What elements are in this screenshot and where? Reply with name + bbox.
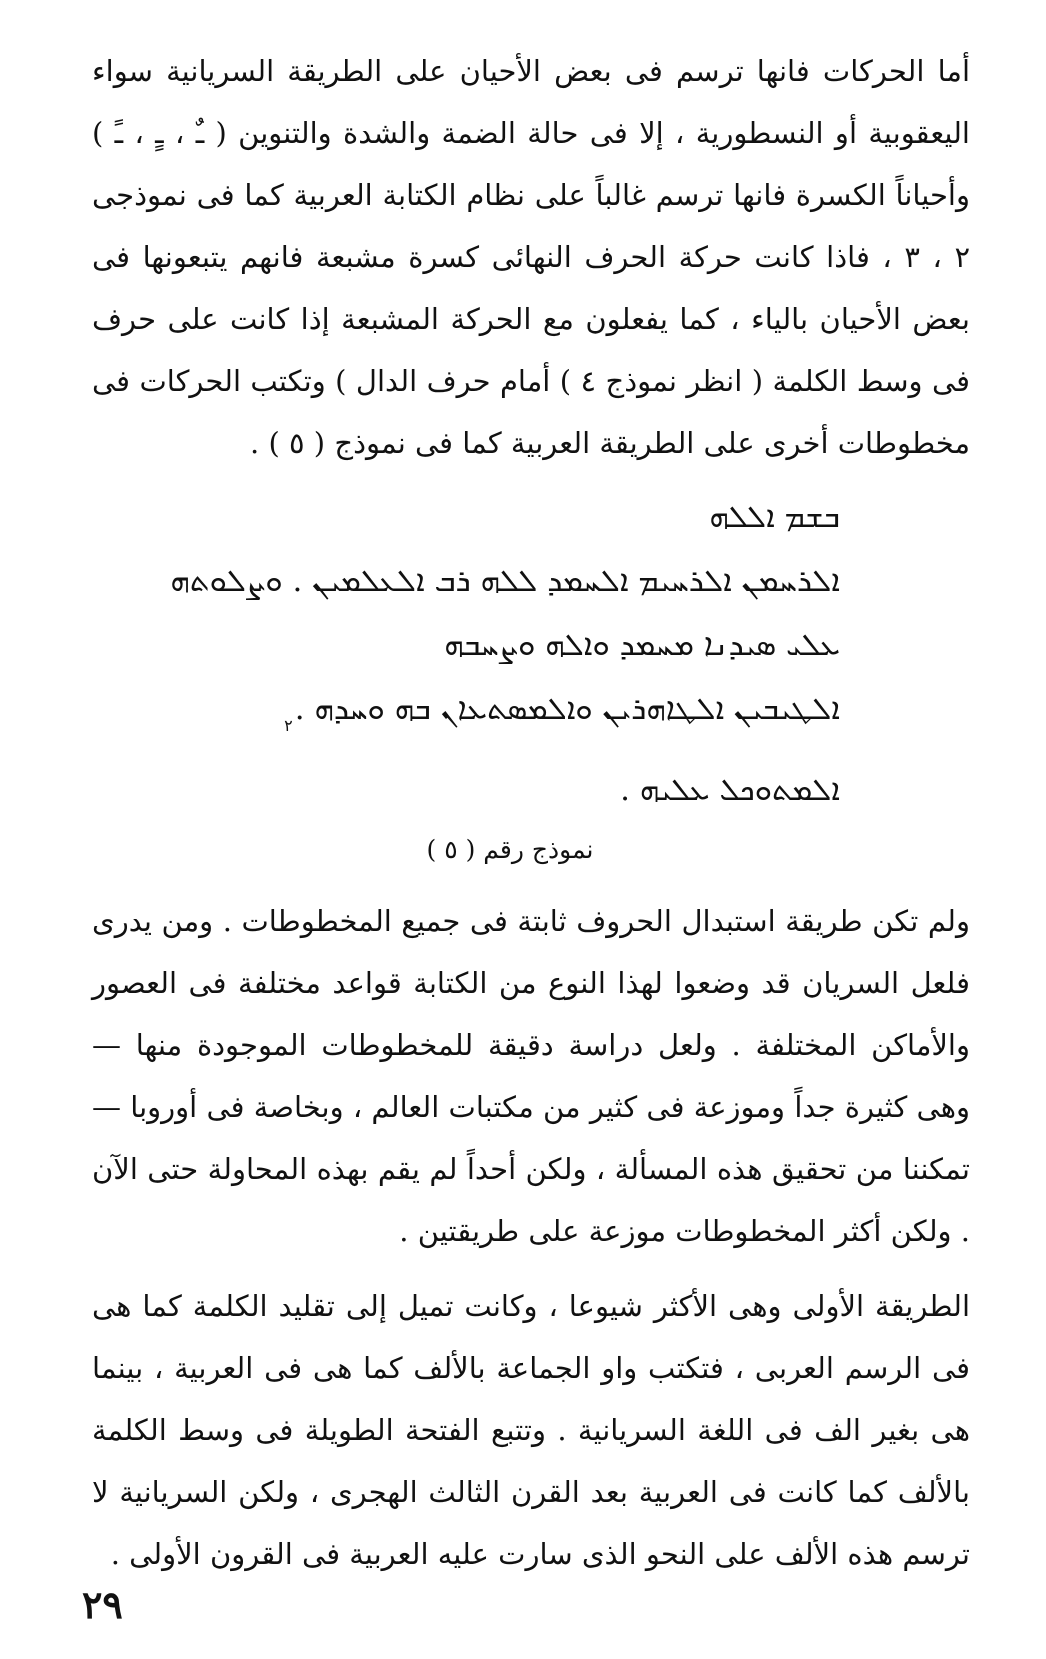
page-number: ٢٩ <box>82 1582 123 1627</box>
specimen-caption: نموذج رقم ( ٥ ) <box>426 835 594 864</box>
specimen-line-3: ܥܠܝ ܣܝܕܢܐ ܡܚܡܕ ܘܐܠܗ ܘܨܚܒܗ <box>444 627 840 663</box>
paragraph-substitution: ولم تكن طريقة استبدال الحروف ثابتة فى جميع المخطوطات . ومن يدرى فلعل السريان قد وضعوا لهذا النوع من الكتابة قواعد مختلفة فى العصور والأماكن المختلفة . ولعل دراسة دقيقة للمخطوطات الموجودة منها — وهى كثيرة جداً وموزعة فى كثير من مكتبات العالم ، وبخاصة فى أوروبا — تمكننا من تحقيق هذه المسألة ، ولكن أحداً لم يقم بهذه المحاولة حتى الآن . ولكن أكثر المخطوطات موزعة على طريقتين . <box>92 904 970 1248</box>
paragraph-first-method: الطريقة الأولى وهى الأكثر شيوعا ، وكانت تميل إلى تقليد الكلمة كما هى فى الرسم العربى ، فتكتب واو الجماعة بالألف كما هى فى العربية ، بينما هى بغير الف فى اللغة السريانية . وتتبع الفتحة الطويلة فى وسط الكلمة بالألف كما كانت فى العربية بعد القرن الثالث الهجرى ، ولكن السريانية لا ترسم هذه الألف على النحو الذى سارت عليه العربية فى القرون الأولى . <box>92 1289 970 1571</box>
specimen-line-5: ܐܠܡܬܘܟܠ ܥܠܝܗ . <box>620 772 840 808</box>
specimen-footnote-mark: ٢ <box>284 716 293 735</box>
specimen-line-2: ܐܠܪܚܡܢ ܐܠܪܚܝܡ ܐܠܚܡܕ ܠܠܗ ܪܒ ܐܠܥܠܡܝܢ . ܘܨܠܘܬܗ <box>170 563 840 599</box>
specimen-line-4 <box>220 677 840 758</box>
specimen-line-4-text: ܐܠܛܝܒܝܢ ܐܠܛܐܗܪܝܢ ܘܐܠܡܣܬܥܐܢ ܒܗ ܘܚܕܗ . <box>294 691 840 727</box>
garshuni-specimen <box>170 485 840 822</box>
paragraph-vowels: أما الحركات فانها ترسم فى بعض الأحيان على الطريقة السريانية سواء اليعقوبية أو النسطورية ، إلا فى حالة الضمة والشدة والتنوين ( ـٌ ، ـٍ ، ـً ) وأحياناً الكسرة فانها ترسم غالباً على نظام الكتابة العربية كما فى نموذجى ٢ ، ٣ ، فاذا كانت حركة الحرف النهائى كسرة مشبعة فانهم يتبعونها فى بعض الأحيان بالياء ، كما يفعلون مع الحركة المشبعة إذا كانت على حرف فى وسط الكلمة ( انظر نموذج ٤ ) أمام حرف الدال ) وتكتب الحركات فى مخطوطات أخرى على الطريقة العربية كما فى نموذج ( ٥ ) . <box>92 54 971 460</box>
specimen-line-1: ܒܫܡ ܐܠܠܗ <box>709 499 840 535</box>
